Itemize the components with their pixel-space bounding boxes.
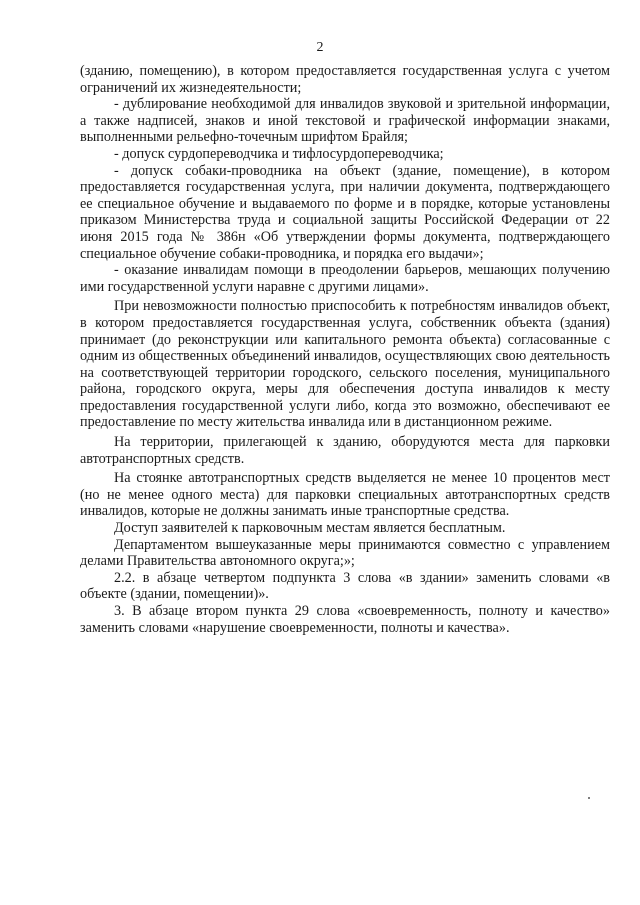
- document-body: [80, 63, 610, 636]
- paragraph: 3. В абзаце втором пункта 29 слова «своевременность, полноту и качество» заменить словами «нарушение своевременности, полноты и качества».: [80, 603, 610, 636]
- paragraph: На стоянке автотранспортных средств выделяется не менее 10 процентов мест (но не менее одного места) для парковки специальных автотранспортных средств инвалидов, которые не должны занимать иные транспортные средства.: [80, 470, 610, 520]
- paragraph: - допуск сурдопереводчика и тифлосурдопереводчика;: [114, 145, 444, 162]
- paragraph: Департаментом вышеуказанные меры принимаются совместно с управлением делами Правительства автономного округа;»;: [80, 536, 610, 570]
- paragraph: - дублирование необходимой для инвалидов звуковой и зрительной информации, а также надписей, знаков и иной текстовой и графической информации знаками, выполненными рельефно-точечным шрифтом Брайля;: [80, 96, 610, 146]
- page-number: 2: [316, 40, 324, 55]
- paragraph: (зданию, помещению), в котором предоставляется государственная услуга с учетом ограничений их жизнедеятельности;: [80, 63, 610, 96]
- paragraph: Доступ заявителей к парковочным местам является бесплатным.: [114, 520, 506, 537]
- scan-speck: [588, 797, 590, 799]
- paragraph: - оказание инвалидам помощи в преодолении барьеров, мешающих получению ими государственной услуги наравне с другими лицами».: [80, 262, 610, 295]
- paragraph: При невозможности полностью приспособить к потребностям инвалидов объект, в котором предоставляется государственная услуга, собственник объекта (здания) принимает (до реконструкции или капитального ремонта объекта) согласованные с одним из общественных объединений инвалидов, осуществляющих свою деятельность на соответствующей территории городского, сельского поселения, муниципального района, городского округа, меры для обеспечения доступа инвалидов к месту предоставления государственной услуги либо, когда это возможно, обеспечивают ее предоставление по месту жительства инвалида или в дистанционном режиме.: [80, 298, 610, 431]
- paragraph: 2.2. в абзаце четвертом подпункта 3 слова «в здании» заменить словами «в объекте (здании, помещении)».: [80, 569, 610, 603]
- paragraph: На территории, прилегающей к зданию, оборудуются места для парковки автотранспортных средств.: [80, 434, 610, 467]
- paragraph: - допуск собаки-проводника на объект (здание, помещение), в котором предоставляется государственная услуга, при наличии документа, подтверждающего ее специальное обучение и выдаваемого по форме и в порядке, которые установлены приказом Министерства труда и социальной защиты Российской Федерации от 22 июня 2015 года № 386н «Об утверждении формы документа, подтверждающего специальное обучение собаки-проводника, и порядка его выдачи»;: [80, 162, 610, 262]
